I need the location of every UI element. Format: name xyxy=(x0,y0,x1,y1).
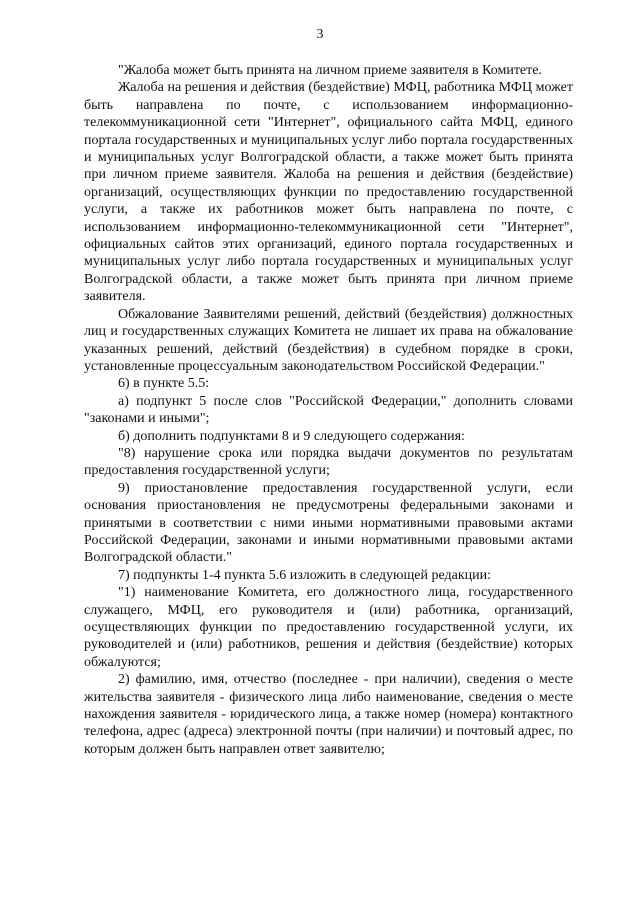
paragraph-complaint-mfc: Жалоба на решения и действия (бездействие) МФЦ, работника МФЦ может быть направлена по почте, с использованием информационно-телекоммуникационной сети "Интернет", официального сайта МФЦ, единого портала государственных и муниципальных услуг либо портала государственных и муниципальных услуг Волгоградской области, а также может быть принята при личном приеме заявителя. Жалоба на решения и действия (бездействие) организаций, осуществляющих функции по предоставлению государственной услуги, а также их работников может быть направлена по почте, с использованием информационно-телекоммуникационной сети "Интернет", официальных сайтов этих организаций, единого портала государственных и муниципальных услуг либо портала государственных и муниципальных услуг Волгоградской области, а также может быть принята при личном приеме заявителя. xyxy=(84,80,573,305)
paragraph-subitem-8: "8) нарушение срока или порядка выдачи документов по результатам предоставления государственной услуги; xyxy=(84,445,573,479)
paragraph-subitem-9: 9) приостановление предоставления государственной услуги, если основания приостановления не предусмотрены федеральными законами и принятыми в соответствии с ними иными нормативными правовыми актами Российской Федерации, законами и иными нормативными правовыми актами Волгоградской области." xyxy=(84,480,573,566)
page-number: 3 xyxy=(316,27,324,42)
paragraph-item-6: 6) в пункте 5.5: xyxy=(118,376,210,392)
paragraph-appeal-court: Обжалование Заявителями решений, действий (бездействия) должностных лиц и государственных служащих Комитета не лишает их права на обжалование указанных решений, действий (бездействия) в судебном порядке в сроки, установленные процессуальным законодательством Российской Федерации." xyxy=(84,306,573,374)
paragraph-item-6a: а) подпункт 5 после слов "Российской Федерации," дополнить словами "законами и иными"; xyxy=(84,393,573,427)
paragraph-complaint-in-person: "Жалоба может быть принята на личном приеме заявителя в Комитете. xyxy=(118,63,542,78)
paragraph-subitem-2: 2) фамилию, имя, отчество (последнее - при наличии), сведения о месте жительства заявителя - физического лица либо наименование, сведения о месте нахождения заявителя - юридического лица, а также номер (номера) контактного телефона, адрес (адреса) электронной почты (при наличии) и почтовый адрес, по которым должен быть направлен ответ заявителю; xyxy=(84,672,573,757)
paragraph-item-6b: б) дополнить подпунктами 8 и 9 следующего содержания: xyxy=(118,428,465,444)
paragraph-subitem-1: "1) наименование Комитета, его должностного лица, государственного служащего, МФЦ, его руководителя и (или) работника, организаций, осуществляющих функции по предоставлению государственной услуги, их руководителей и (или) работников, решения и действия (бездействие) которых обжалуются; xyxy=(84,585,573,670)
paragraph-item-7: 7) подпункты 1-4 пункта 5.6 изложить в следующей редакции: xyxy=(118,567,492,583)
document-body xyxy=(84,62,573,758)
